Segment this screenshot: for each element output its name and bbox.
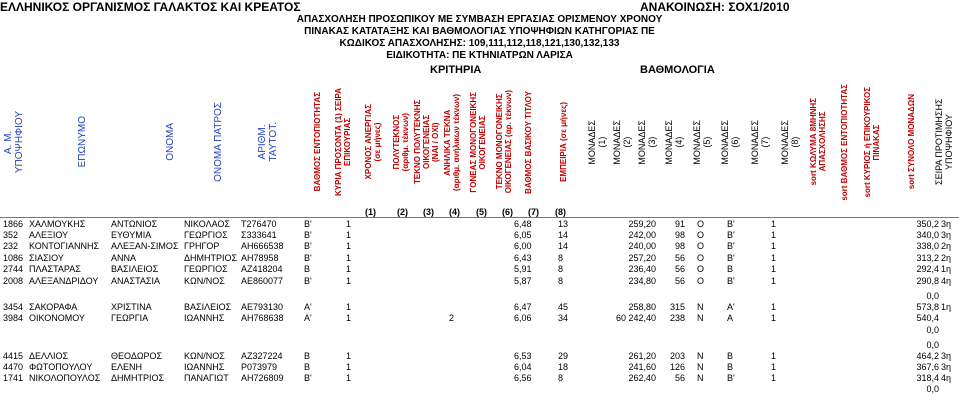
cell-m5: 56 <box>674 264 685 274</box>
cell-rank: 1η <box>941 264 952 274</box>
cell-surname: ΦΩΤΟΠΟΥΛΟΥ <box>29 362 93 372</box>
col-header-single-parent: ΓΟΝΕΑΣ ΜΟΝΟΓΟΝΕΙΚΗΣ ΟΙΚΟΓΕΝΕΙΑΣ <box>469 91 487 193</box>
cell-deg: Α' <box>304 302 312 312</box>
scoring-section-label: ΒΑΘΜΟΛΟΓΙΑ <box>640 64 715 76</box>
cell-surname: ΟΙΚΟΝΟΜΟΥ <box>29 313 85 323</box>
col-header-minor-children: ΑΝΗΛΙΚΑ ΤΕΚΝΑ (αριθμ. ανήλικων τέκνων) <box>443 93 461 191</box>
cell-deg: Β' <box>304 241 312 251</box>
cell-father: ΓΕΩΡΓΙΟΣ <box>184 264 228 274</box>
cell-rank: 4η <box>941 276 952 286</box>
cell-m8: 1 <box>771 230 777 240</box>
cell-total: 292,4 <box>916 264 939 274</box>
cell-m6: Ο <box>697 230 705 240</box>
cell-m7: Β <box>727 351 734 361</box>
cell-total: 0,0 <box>926 384 939 394</box>
cell-deg: Β' <box>304 253 312 263</box>
cell-total: 540,4 <box>916 313 939 323</box>
col-header-preference: ΣΕΙΡΑ ΠΡΟΤΙΜΗΣΗΣ ΥΠΟΨΗΦΙΟΥ <box>934 98 954 186</box>
cell-id: 1086 <box>3 253 24 263</box>
cell-m6: Ο <box>697 264 705 274</box>
cell-father: ΙΩΑΝΝΗΣ <box>184 362 225 372</box>
cell-surname: ΧΑΛΜΟΥΚΗΣ <box>29 219 86 229</box>
cell-m5: 315 <box>669 302 685 312</box>
cell-adt: ΑΗ726809 <box>241 373 284 383</box>
cell-id: 1866 <box>3 219 24 229</box>
cell-id: 352 <box>3 230 19 240</box>
cell-surname: ΑΛΕΞΑΝΔΡΙΔΟΥ <box>29 276 99 286</box>
cell-k1: 1 <box>346 264 352 274</box>
cell-m8: 1 <box>771 241 777 251</box>
table-row <box>0 253 959 264</box>
cell-id: 2008 <box>3 276 24 286</box>
cell-k8: 45 <box>558 302 569 312</box>
cell-father: ΠΑΝΑΓΙΩΤ <box>184 373 229 383</box>
criteria-number: (5) <box>476 207 487 217</box>
cell-k1: 1 <box>346 302 352 312</box>
cell-m8: 1 <box>771 351 777 361</box>
announcement-code: ΑΝΑΚΟΙΝΩΣΗ: ΣΟΧ1/2010 <box>640 0 790 14</box>
header-divider <box>0 217 959 218</box>
cell-total: 318,4 <box>916 373 939 383</box>
cell-k8: 29 <box>558 351 569 361</box>
cell-deg: Β <box>304 362 311 372</box>
cell-m8: 1 <box>771 362 777 372</box>
cell-id: 3454 <box>3 302 24 312</box>
cell-adt: ΑΕ860077 <box>241 276 284 286</box>
organization-title: ΕΛΛΗΝΙΚΟΣ ΟΡΓΑΝΙΣΜΟΣ ΓΑΛΑΚΤΟΣ ΚΑΙ ΚΡΕΑΤΟΣ <box>0 0 301 14</box>
col-header-sort-main-table: sort ΚΥΡΙΟΣ ή ΕΠΙΚΟΥΡΙΚΟΣ ΠΙΝΑΚΑΣ <box>863 86 881 198</box>
cell-adt: ΑΖ418204 <box>241 264 283 274</box>
cell-name: ΧΡΙΣΤΙΝΑ <box>111 302 152 312</box>
table-row <box>0 340 959 351</box>
cell-m6: Ο <box>697 253 705 263</box>
cell-k1: 1 <box>346 373 352 383</box>
col-header-experience: ΕΜΠΕΙΡΙΑ (σε μήνες) <box>558 102 568 182</box>
cell-total: 573,8 <box>916 302 939 312</box>
cell-name: ΓΕΩΡΓΙΑ <box>111 313 149 323</box>
cell-surname: ΣΑΚΟΡΑΦΑ <box>29 302 78 312</box>
cell-k7: 5,87 <box>514 276 532 286</box>
cell-m6: Ν <box>697 362 704 372</box>
cell-name: ΕΥΘΥΜΙΑ <box>111 230 152 240</box>
cell-k7: 6,47 <box>514 302 532 312</box>
table-row <box>0 362 959 373</box>
col-header-units-5: ΜΟΝΑΔΕΣ (5) <box>692 119 712 165</box>
cell-k8: 14 <box>558 230 569 240</box>
cell-id: 3984 <box>3 313 24 323</box>
cell-m5: 56 <box>674 253 685 263</box>
cell-k1: 1 <box>346 219 352 229</box>
cell-rank: 1η <box>941 302 952 312</box>
cell-k3: 2 <box>449 313 455 323</box>
cell-m8: 1 <box>771 219 777 229</box>
cell-rank: 3η <box>941 351 952 361</box>
criteria-number: (1) <box>365 207 376 217</box>
cell-k1: 1 <box>346 362 352 372</box>
cell-surname: ΠΛΑΣΤΑΡΑΣ <box>29 264 81 274</box>
cell-rank: 2η <box>941 253 952 263</box>
cell-m7: Β' <box>727 241 735 251</box>
cell-father: ΔΗΜΗΤΡΙΟΣ <box>184 253 238 263</box>
cell-m4: 262,40 <box>628 373 656 383</box>
table-row <box>0 219 959 230</box>
header-line-2: ΠΙΝΑΚΑΣ ΚΑΤΑΤΑΞΗΣ ΚΑΙ ΒΑΘΜΟΛΟΓΙΑΣ ΥΠΟΨΗΦΙΩΝ ΚΑΤΗΓΟΡΙΑΣ ΠΕ <box>304 26 655 37</box>
cell-m8: 1 <box>771 253 777 263</box>
cell-k7: 6,48 <box>514 219 532 229</box>
cell-rank: 3η <box>941 230 952 240</box>
cell-k1: 1 <box>346 230 352 240</box>
cell-name: ΒΑΣΙΛΕΙΟΣ <box>111 264 159 274</box>
cell-k8: 8 <box>558 373 564 383</box>
cell-father: ΒΑΣΙΛΕΙΟΣ <box>184 302 232 312</box>
cell-m5: 91 <box>674 219 685 229</box>
table-row <box>0 313 959 324</box>
criteria-number: (8) <box>555 207 566 217</box>
cell-father: ΓΡΗΓΟΡ <box>184 241 220 251</box>
cell-id: 2744 <box>3 264 24 274</box>
header-line-3: ΚΩΔΙΚΟΣ ΑΠΑΣΧΟΛΗΣΗΣ: 109,111,112,118,121,130,132,133 <box>339 38 620 49</box>
col-header-units-1: ΜΟΝΑΔΕΣ (1) <box>587 119 607 165</box>
cell-total: 338,0 <box>916 241 939 251</box>
cell-m6: Ν <box>697 302 704 312</box>
criteria-section-label: ΚΡΙΤΗΡΙΑ <box>430 64 482 76</box>
cell-surname: ΚΟΝΤΟΓΙΑΝΝΗΣ <box>29 241 100 251</box>
cell-name: ΑΝΝΑ <box>111 253 137 263</box>
cell-rank: 2η <box>941 241 952 251</box>
cell-k8: 8 <box>558 276 564 286</box>
cell-father: ΝΙΚΟΛΑΟΣ <box>184 219 230 229</box>
cell-name: ΑΝΑΣΤΑΣΙΑ <box>111 276 160 286</box>
cell-deg: Β <box>304 264 311 274</box>
cell-k7: 6,00 <box>514 241 532 251</box>
col-header-multichild: ΠΟΛΥΤΕΚΝΟΣ (αριθμ. τέκνων) <box>392 112 410 172</box>
cell-total: 340,0 <box>916 230 939 240</box>
cell-m5: 56 <box>674 276 685 286</box>
cell-k8: 8 <box>558 264 564 274</box>
col-header-sort-total: sort ΣΥΝΟΛΟ ΜΟΝΑΔΩΝ <box>906 94 916 190</box>
col-header-child-single-parent: ΤΕΚΝΟ ΜΟΝΟΓΟΝΕΙΚΗΣ ΟΙΚΟΓΕΝΕΙΑΣ (αρ. τέκνων) <box>495 90 513 194</box>
cell-k8: 34 <box>558 313 569 323</box>
criteria-number: (7) <box>528 207 539 217</box>
table-row <box>0 291 959 302</box>
cell-m4: 234,80 <box>628 276 656 286</box>
cell-k7: 5,91 <box>514 264 532 274</box>
cell-id: 232 <box>3 241 19 251</box>
table-row <box>0 302 959 313</box>
cell-m4: 236,40 <box>628 264 656 274</box>
cell-m7: Β' <box>727 219 735 229</box>
header-line-4: ΕΙΔΙΚΟΤΗΤΑ: ΠΕ ΚΤΗΝΙΑΤΡΩΝ ΛΑΡΙΣΑ <box>386 50 573 61</box>
cell-k7: 6,06 <box>514 313 532 323</box>
cell-name: ΑΛΕΞΑΝ-ΣΙΜΟΣ <box>111 241 179 251</box>
cell-total: 313,2 <box>916 253 939 263</box>
table-row <box>0 241 959 252</box>
col-header-sort-locality: sort ΒΑΘΜΟΣ ΕΝΤΟΠΙΟΤΗΤΑΣ <box>839 83 849 201</box>
cell-total: 350,2 <box>916 219 939 229</box>
cell-m7: Β' <box>727 276 735 286</box>
cell-m7: Β' <box>727 253 735 263</box>
table-row <box>0 384 959 395</box>
cell-k1: 1 <box>346 351 352 361</box>
cell-m6: Ν <box>697 313 704 323</box>
cell-m6: Ν <box>697 351 704 361</box>
col-header-name: ΟΝΟΜΑ <box>164 123 176 161</box>
cell-k7: 6,04 <box>514 362 532 372</box>
cell-rank: 3η <box>941 362 952 372</box>
cell-m8: 1 <box>771 313 777 323</box>
cell-total: 0,0 <box>926 340 939 350</box>
cell-surname: ΔΕΛΛΙΟΣ <box>29 351 69 361</box>
table-row <box>0 325 959 336</box>
cell-id: 1741 <box>3 373 24 383</box>
cell-surname: ΣΙΑΣΙΟΥ <box>29 253 64 263</box>
cell-name: ΔΗΜΗΤΡΙΟΣ <box>111 373 165 383</box>
table-row <box>0 351 959 362</box>
cell-adt: ΑΗ666538 <box>241 241 284 251</box>
cell-name: ΘΕΟΔΩΡΟΣ <box>111 351 163 361</box>
cell-deg: Β' <box>304 219 312 229</box>
cell-adt: ΑΕ793130 <box>241 302 284 312</box>
col-header-units-4: ΜΟΝΑΔΕΣ (4) <box>664 119 684 165</box>
cell-k1: 1 <box>346 313 352 323</box>
cell-total: 0,0 <box>926 291 939 301</box>
cell-father: ΓΕΩΡΓΙΟΣ <box>184 230 228 240</box>
col-header-father: ΟΝΟΜΑ ΠΑΤΡΟΣ <box>212 102 224 182</box>
cell-total: 290,8 <box>916 276 939 286</box>
cell-name: ΕΛΕΝΗ <box>111 362 143 372</box>
criteria-number: (4) <box>449 207 460 217</box>
cell-m7: Β <box>727 264 734 274</box>
col-header-unemployment: ΧΡΟΝΟΣ ΑΝΕΡΓΙΑΣ (σε μήνες) <box>364 104 382 180</box>
cell-deg: Β' <box>304 373 312 383</box>
cell-surname: ΑΛΕΞΙΟΥ <box>29 230 69 240</box>
col-header-surname: ΕΠΩΝΥΜΟ <box>76 116 88 168</box>
cell-k1: 1 <box>346 276 352 286</box>
cell-id: 4470 <box>3 362 24 372</box>
cell-m4: 257,20 <box>628 253 656 263</box>
cell-m5: 238 <box>669 313 685 323</box>
cell-m5: 126 <box>669 362 685 372</box>
table-row <box>0 264 959 275</box>
cell-m8: 1 <box>771 264 777 274</box>
cell-m4: 261,20 <box>628 351 656 361</box>
col-header-units-8: ΜΟΝΑΔΕΣ (8) <box>780 119 800 165</box>
cell-m7: Β' <box>727 230 735 240</box>
criteria-number: (2) <box>397 207 408 217</box>
col-header-units-7: ΜΟΝΑΔΕΣ (7) <box>750 119 770 165</box>
col-header-child-multichild: ΤΕΚΝΟ ΠΟΛΥΤΕΚΝΗΣ ΟΙΚΟΓΕΝΕΙΑΣ (ΝΑΙ / ΟΧΙ) <box>412 99 440 185</box>
cell-adt: Σ333641 <box>241 230 277 240</box>
col-header-locality-grade: ΒΑΘΜΟΣ ΕΝΤΟΠΙΟΤΗΤΑΣ <box>312 92 322 192</box>
cell-adt: Ρ073979 <box>241 362 278 372</box>
header-line-1: ΑΠΑΣΧΟΛΗΣΗ ΠΡΟΣΩΠΙΚΟΥ ΜΕ ΣΥΜΒΑΣΗ ΕΡΓΑΣΙΑΣ ΟΡΙΣΜΕΝΟΥ ΧΡΟΝΟΥ <box>296 14 663 25</box>
cell-m8: 1 <box>771 302 777 312</box>
cell-m5: 98 <box>674 241 685 251</box>
cell-m4: 259,20 <box>628 219 656 229</box>
cell-adt: Τ276470 <box>241 219 277 229</box>
cell-m4: 60 242,40 <box>615 313 656 323</box>
cell-k7: 6,56 <box>514 373 532 383</box>
cell-rank: 4η <box>941 373 952 383</box>
col-header-id-card: ΑΡΙΘΜ. ΤΑΥΤΟΤ. <box>257 122 279 162</box>
col-header-sort-8month: sort ΚΩΛΥΜΑ 8ΜΗΝΗΣ ΑΠΑΣΧΟΛΗΣΗΣ <box>809 98 827 186</box>
col-header-units-2: ΜΟΝΑΔΕΣ (2) <box>612 119 632 165</box>
cell-rank: 3η <box>941 219 952 229</box>
cell-deg: Β' <box>304 276 312 286</box>
cell-k1: 1 <box>346 253 352 263</box>
cell-father: ΚΩΝ/ΝΟΣ <box>184 276 225 286</box>
cell-m4: 240,00 <box>628 241 656 251</box>
cell-k1: 1 <box>346 241 352 251</box>
cell-total: 0,0 <box>926 325 939 335</box>
col-header-degree-grade: ΒΑΘΜΟΣ ΒΑΣΙΚΟΥ ΤΙΤΛΟΥ <box>523 90 533 194</box>
cell-id: 4415 <box>3 351 24 361</box>
col-header-units-6: ΜΟΝΑΔΕΣ (6) <box>720 119 740 165</box>
col-header-main-qualifications: ΚΥΡΙΑ ΠΡΟΣΟΝΤΑ (1) ΣΕΙΡΑ ΕΠΙΚΟΥΡΙΑΣ <box>334 88 352 196</box>
col-header-units-3: ΜΟΝΑΔΕΣ (3) <box>637 119 657 165</box>
cell-name: ΑΝΤΩΝΙΟΣ <box>111 219 158 229</box>
cell-m7: Α' <box>727 302 735 312</box>
cell-m4: 242,00 <box>628 230 656 240</box>
cell-k8: 14 <box>558 241 569 251</box>
cell-k7: 6,53 <box>514 351 532 361</box>
cell-deg: Α' <box>304 313 312 323</box>
cell-m6: Ο <box>697 241 705 251</box>
cell-deg: Β' <box>304 230 312 240</box>
table-row <box>0 276 959 287</box>
cell-m6: Ο <box>697 276 705 286</box>
cell-m5: 98 <box>674 230 685 240</box>
cell-father: ΚΩΝ/ΝΟΣ <box>184 351 225 361</box>
col-header-am: Α. Μ. ΥΠΟΨΗΦΙΟΥ <box>3 110 25 174</box>
cell-k8: 18 <box>558 362 569 372</box>
cell-k7: 6,05 <box>514 230 532 240</box>
cell-surname: ΝΙΚΟΛΟΠΟΥΛΟΣ <box>29 373 101 383</box>
cell-k8: 8 <box>558 253 564 263</box>
cell-m8: 1 <box>771 373 777 383</box>
cell-adt: ΑΗ78958 <box>241 253 279 263</box>
table-row <box>0 373 959 384</box>
cell-k8: 13 <box>558 219 569 229</box>
cell-m5: 56 <box>674 373 685 383</box>
cell-m7: Β' <box>727 373 735 383</box>
table-row <box>0 230 959 241</box>
cell-m8: 1 <box>771 276 777 286</box>
criteria-number: (3) <box>423 207 434 217</box>
cell-total: 367,6 <box>916 362 939 372</box>
cell-m5: 203 <box>669 351 685 361</box>
cell-total: 464,2 <box>916 351 939 361</box>
cell-father: ΙΩΑΝΝΗΣ <box>184 313 225 323</box>
cell-m6: Ο <box>697 219 705 229</box>
cell-m7: Α <box>727 313 734 323</box>
cell-m4: 258,80 <box>628 302 656 312</box>
cell-k7: 6,43 <box>514 253 532 263</box>
cell-adt: ΑΗ768638 <box>241 313 284 323</box>
cell-m7: Β <box>727 362 734 372</box>
cell-m4: 241,60 <box>628 362 656 372</box>
criteria-number: (6) <box>502 207 513 217</box>
cell-adt: ΑΖ327224 <box>241 351 283 361</box>
cell-m6: Ν <box>697 373 704 383</box>
cell-deg: Β <box>304 351 311 361</box>
